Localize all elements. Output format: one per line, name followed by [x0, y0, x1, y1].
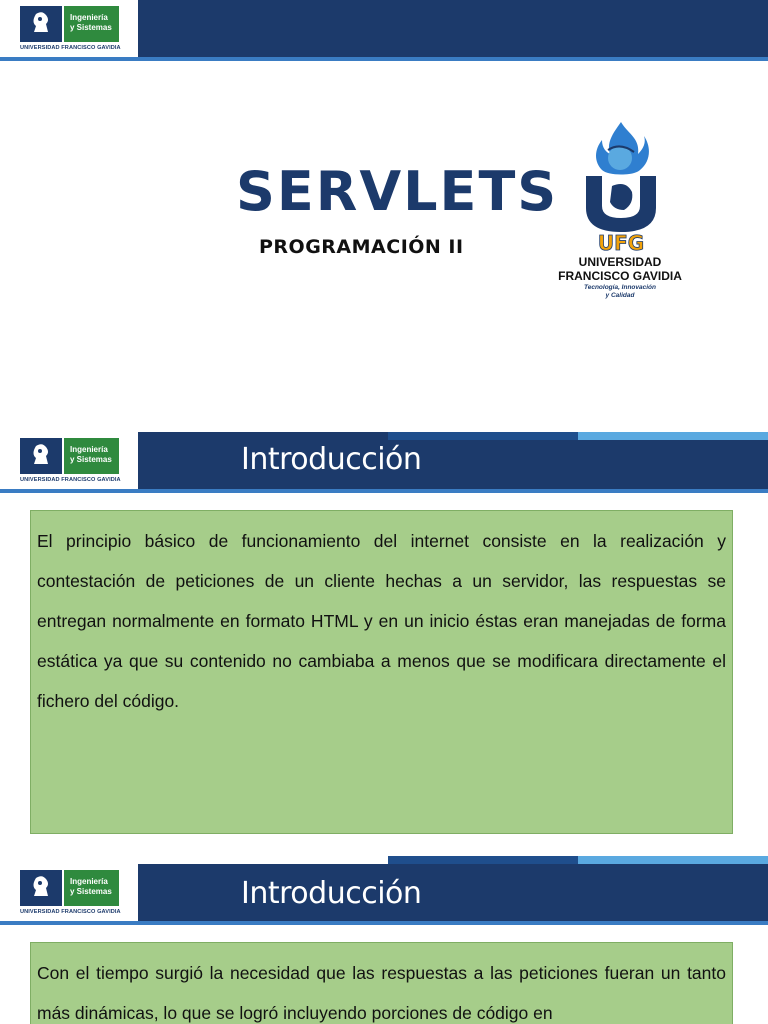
content-box	[30, 942, 733, 1024]
ufg-tagline	[540, 284, 700, 300]
faculty-emblem-icon	[20, 438, 62, 474]
faculty-logo-text	[64, 6, 119, 42]
logo-line-1: Ingeniería	[70, 13, 108, 22]
page-title: SERVLETS	[236, 160, 559, 223]
ufg-letters: UFG	[597, 231, 645, 255]
faculty-emblem-icon	[20, 870, 62, 906]
header-line	[0, 489, 768, 493]
band-accent-light	[578, 856, 768, 864]
band-accent-dark	[388, 856, 578, 864]
body-text: Con el tiempo surgió la necesidad que las respuestas a las peticiones fueran un tanto más dinámicas, lo que se logró incluyendo porciones de código en	[37, 963, 726, 1023]
logo-caption: UNIVERSIDAD FRANCISCO GAVIDIA	[20, 45, 121, 51]
slide-heading: Introducción	[241, 442, 422, 477]
ufg-tag-line-2: y Calidad	[605, 292, 635, 299]
logo-line-2: y Sistemas	[70, 887, 112, 896]
faculty-logo-text	[64, 438, 119, 474]
page-subtitle: PROGRAMACIÓN II	[259, 236, 464, 258]
logo-caption: UNIVERSIDAD FRANCISCO GAVIDIA	[20, 477, 121, 483]
ufg-name-line-1: UNIVERSIDAD	[578, 255, 662, 269]
slide-title	[0, 0, 768, 420]
slide-heading: Introducción	[241, 876, 422, 911]
logo-line-1: Ingeniería	[70, 877, 108, 886]
logo-line-2: y Sistemas	[70, 455, 112, 464]
body-text: El principio básico de funcionamiento del internet consiste en la realización y contestación de peticiones de un cliente hechas a un servidor, las respuestas se entregan normalmente en formato HTML y en un inicio éstas eran manejadas de forma estática ya que su contenido no cambiaba a menos que se modificara directamente el fichero del código.	[37, 531, 726, 711]
ufg-tag-line-1: Tecnología, Innovación	[584, 284, 656, 291]
header-line	[0, 921, 768, 925]
logo-line-1: Ingeniería	[70, 445, 108, 454]
faculty-logo	[0, 864, 138, 921]
content-box	[30, 510, 733, 834]
faculty-logo	[0, 0, 138, 57]
band-accent-light	[578, 432, 768, 440]
slide-introduccion-2	[0, 856, 768, 1024]
ufg-name-line-2: FRANCISCO GAVIDIA	[558, 269, 682, 283]
faculty-logo	[0, 432, 138, 489]
ufg-name	[540, 255, 700, 283]
slide-introduccion-1	[0, 432, 768, 852]
faculty-logo-text	[64, 870, 119, 906]
band-accent-dark	[388, 432, 578, 440]
logo-line-2: y Sistemas	[70, 23, 112, 32]
faculty-emblem-icon	[20, 6, 62, 42]
header-line	[0, 57, 768, 61]
logo-caption: UNIVERSIDAD FRANCISCO GAVIDIA	[20, 909, 121, 915]
